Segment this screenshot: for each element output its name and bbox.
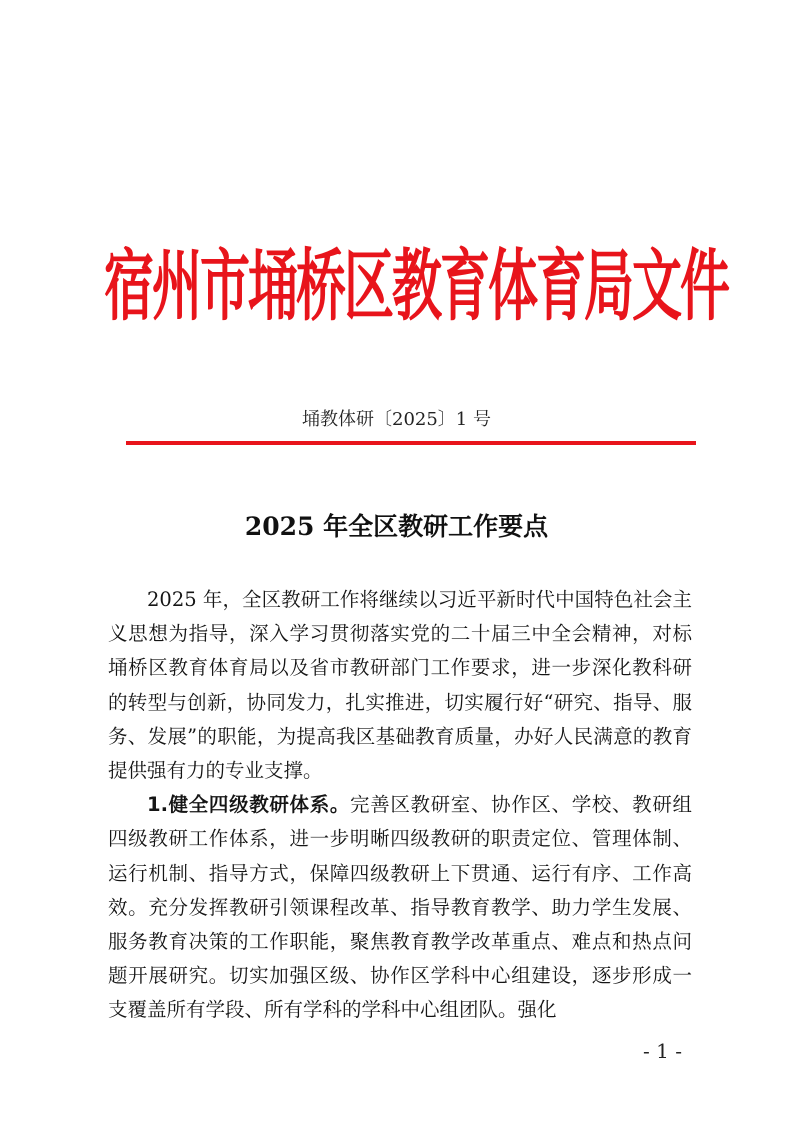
section-text-1: 完善区教研室、协作区、学校、教研组四级教研工作体系，进一步明晰四级教研的职责定位、管理体制、运行机制、指导方式，保障四级教研上下贯通、运行有序、工作高效。充分发挥教研引领课程改革、指导教育教学、助力学生发展、服务教育决策的工作职能，聚焦教育教学改革重点、难点和热点问题开展研究。切实加强区级、协作区学科中心组建设，逐步形成一支覆盖所有学段、所有学科的学科中心组团队。强化 — [108, 793, 692, 1022]
document-body — [108, 583, 692, 1028]
issuer-title: 宿州市埇桥区教育体育局文件 — [104, 241, 728, 331]
issuer-masthead — [104, 226, 728, 346]
red-separator-line — [126, 441, 696, 445]
section-heading-1: 1.健全四级教研体系。 — [147, 793, 351, 817]
body-paragraph-1: 2025 年，全区教研工作将继续以习近平新时代中国特色社会主义思想为指导，深入学习贯彻落实党的二十届三中全会精神，对标埇桥区教育体育局以及省市教研部门工作要求，进一步深化教科研的转型与创新，协同发力，扎实推进，切实履行好“研究、指导、服务、发展”的职能，为提高我区基础教育质量，办好人民满意的教育提供强有力的专业支撑。 — [108, 588, 692, 783]
document-title: 2025 年全区教研工作要点 — [244, 512, 549, 541]
page-number: - 1 - — [643, 1039, 682, 1063]
document-number: 埇教体研〔2025〕1 号 — [302, 409, 491, 430]
body-paragraph-2 — [108, 788, 692, 1027]
